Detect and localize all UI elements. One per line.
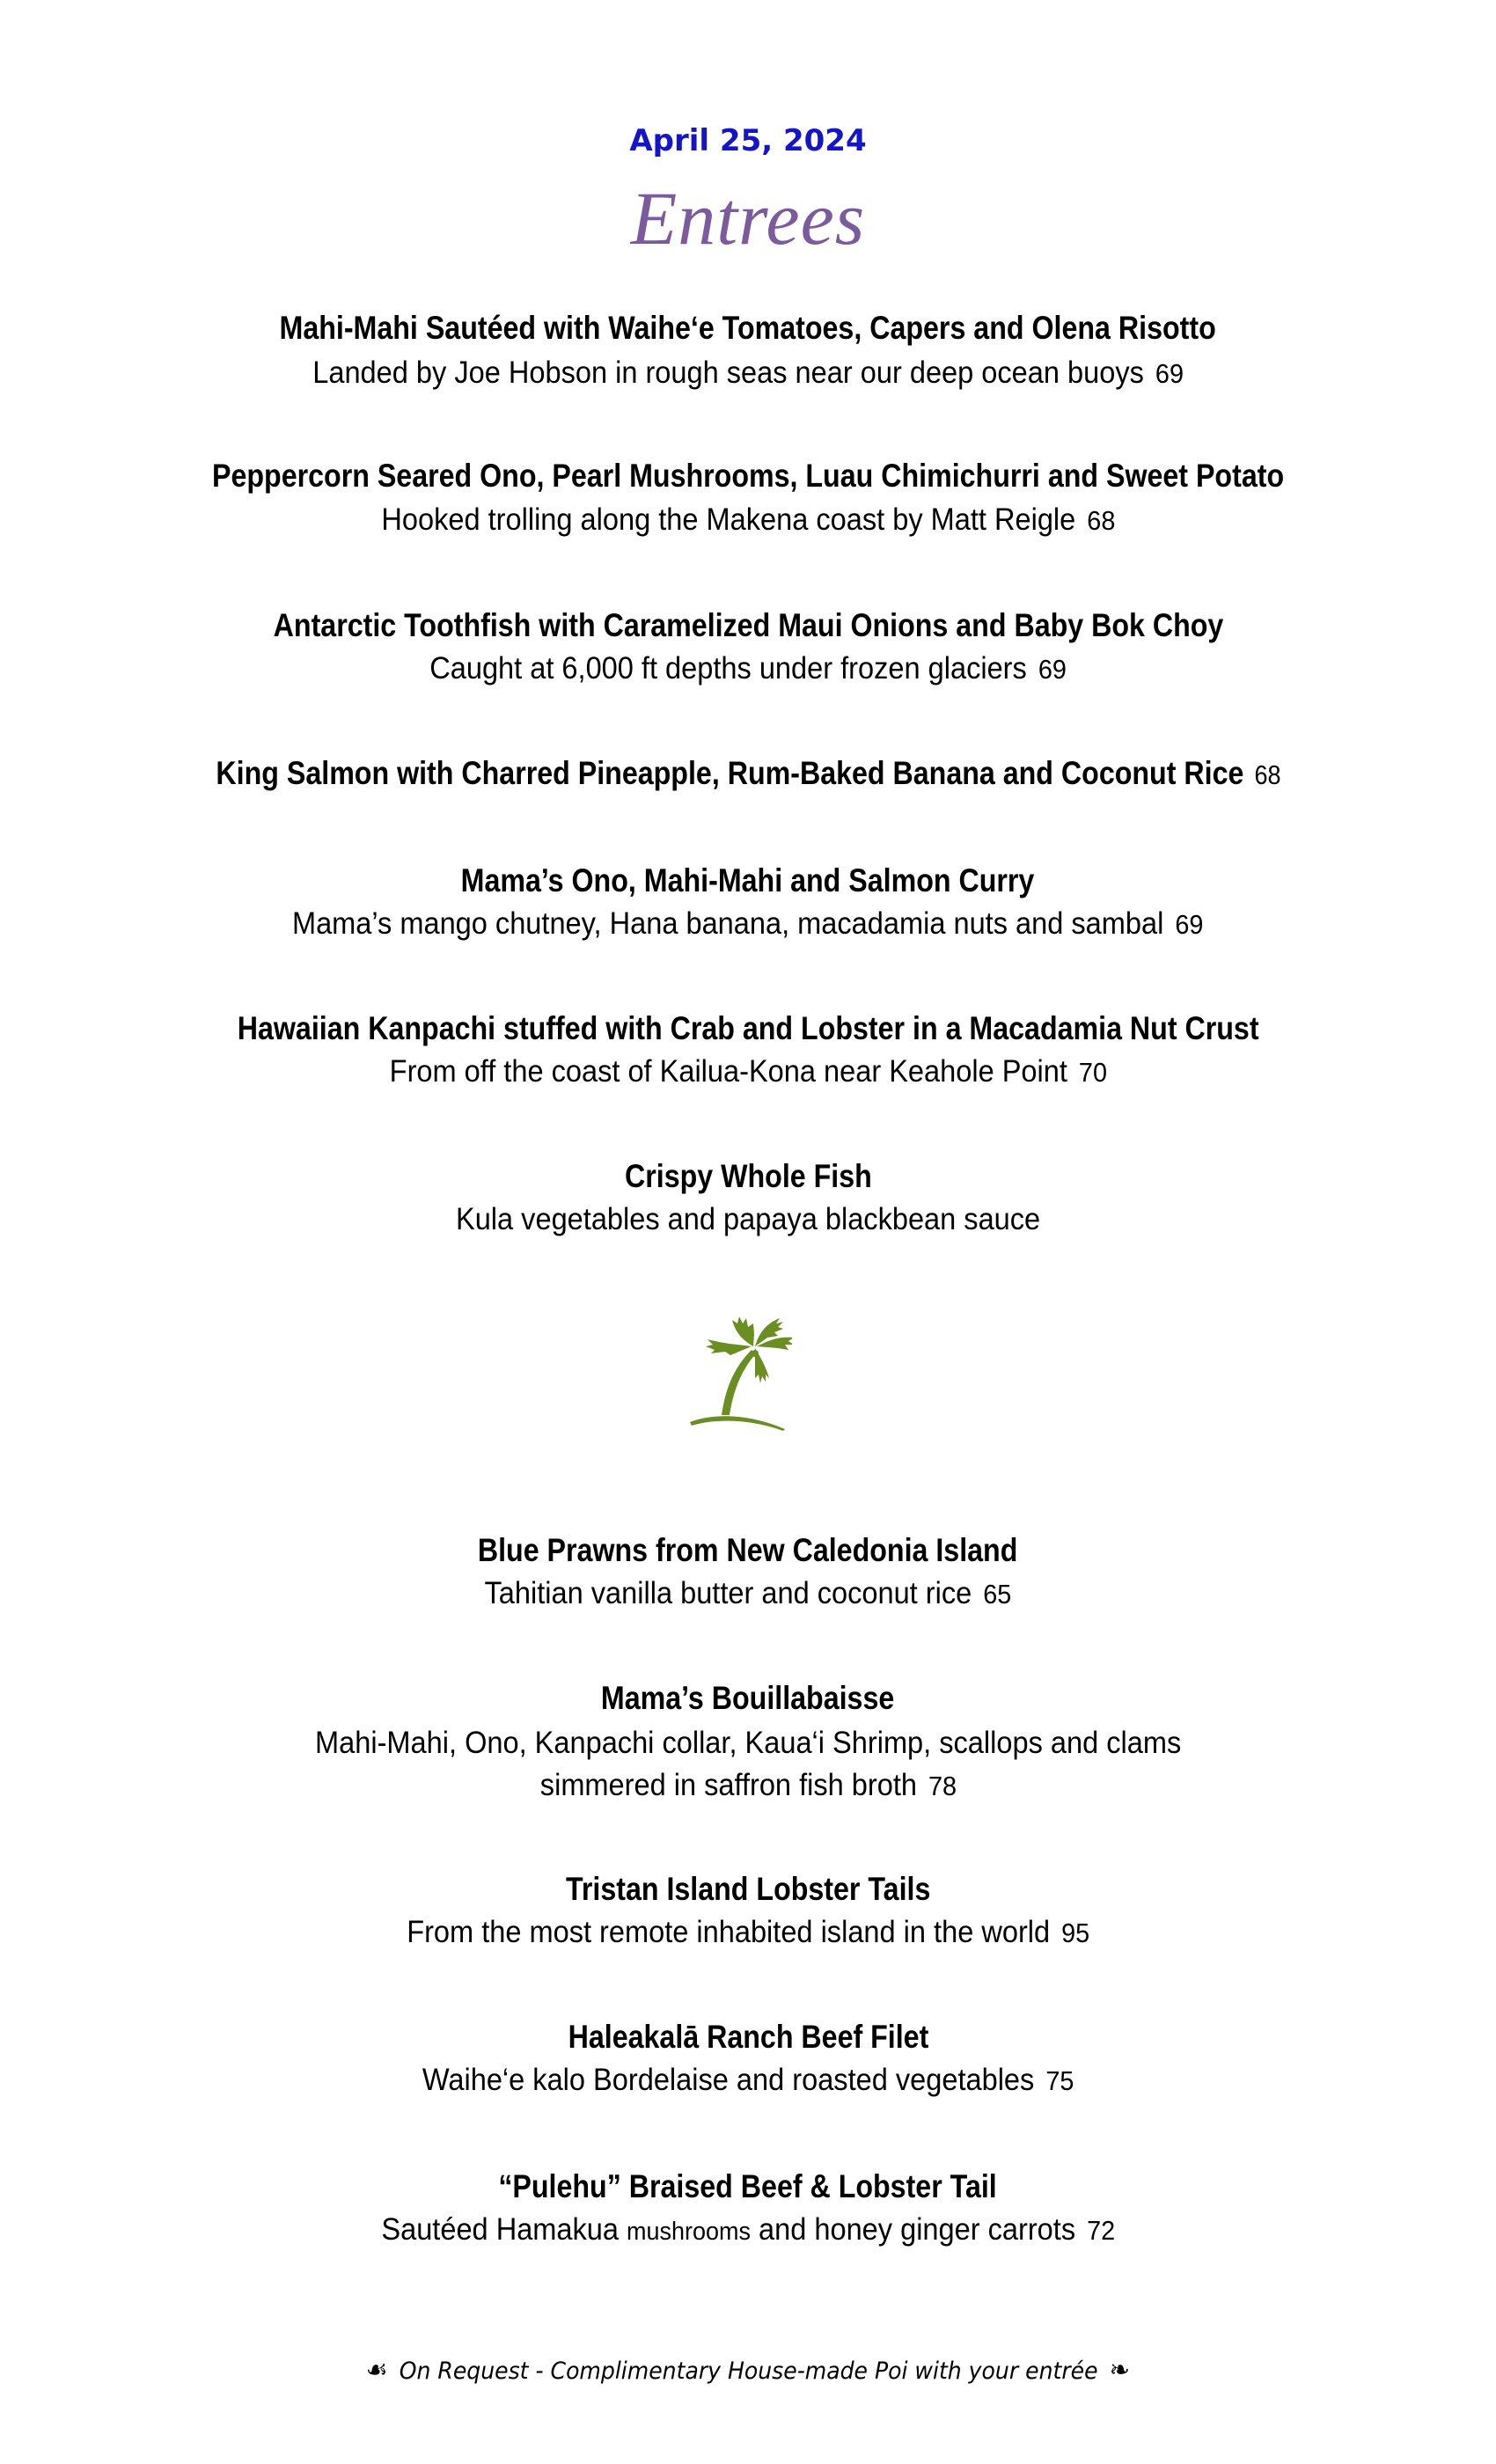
page-title: Entrees (630, 176, 866, 260)
menu-item-price: 68 (1254, 759, 1281, 790)
right-flourish-icon: ❧ (1109, 2355, 1131, 2386)
menu-item-title: Peppercorn Seared Ono, Pearl Mushrooms, Luau Chimichurri and Sweet Potato (211, 458, 1285, 494)
menu-date: April 25, 2024 (629, 123, 867, 158)
menu-item-title: Antarctic Toothfish with Caramelized Maui Onions and Baby Bok Choy (273, 607, 1223, 643)
menu-item-price: 70 (1078, 1057, 1107, 1088)
menu-item-desc: From off the coast of Kailua-Kona near Keahole Point 70 (389, 1054, 1107, 1089)
menu-item-desc: Mama’s mango chutney, Hana banana, macadamia nuts and sambal 69 (292, 906, 1204, 941)
menu-item-title: Tristan Island Lobster Tails (565, 1871, 931, 1907)
menu-item-title: Mama’s Bouillabaisse (601, 1680, 895, 1716)
menu-item-desc: From the most remote inhabited island in the world 95 (406, 1915, 1089, 1949)
menu-item-desc: Caught at 6,000 ft depths under frozen glaciers 69 (429, 651, 1067, 686)
menu-item-desc: Tahitian vanilla butter and coconut rice 65 (484, 1576, 1012, 1610)
menu-item-price: 75 (1045, 2065, 1074, 2096)
menu-item-price: 69 (1175, 909, 1204, 940)
menu-item-title: Haleakalā Ranch Beef Filet (568, 2019, 928, 2055)
menu-item-desc: Landed by Joe Hobson in rough seas near our deep ocean buoys 69 (312, 356, 1184, 390)
menu-item-desc: simmered in saffron fish broth 78 (539, 1768, 957, 1802)
menu-item-desc: Hooked trolling along the Makena coast by Matt Reigle 68 (381, 502, 1115, 537)
menu-item-price: 65 (983, 1579, 1012, 1610)
menu-item-desc: Kula vegetables and papaya blackbean sauce (455, 1202, 1041, 1236)
left-flourish-icon: ☙ (365, 2355, 388, 2386)
menu-item-price: 72 (1086, 2215, 1115, 2246)
menu-item-price: 68 (1086, 505, 1115, 536)
menu-item-title: Mahi-Mahi Sautéed with Waihe‘e Tomatoes, Capers and Olena Risotto (279, 310, 1217, 346)
menu-item-desc: Mahi-Mahi, Ono, Kanpachi collar, Kaua‘i Shrimp, scallops and clams (314, 1726, 1182, 1760)
menu-item-price: 69 (1155, 358, 1184, 389)
footer-text: On Request - Complimentary House-made Poi with your entrée (399, 2358, 1098, 2385)
menu-item-title: “Pulehu” Braised Beef & Lobster Tail (498, 2168, 998, 2204)
menu-item-title: King Salmon with Charred Pineapple, Rum-Baked Banana and Coconut Rice 68 (215, 755, 1281, 791)
menu-item-price: 95 (1060, 1918, 1089, 1948)
menu-item-title: Hawaiian Kanpachi stuffed with Crab and Lobster in a Macadamia Nut Crust (237, 1010, 1259, 1046)
menu-item-desc: Waihe‘e kalo Bordelaise and roasted vegetables 75 (422, 2063, 1074, 2097)
footer-note (0, 2355, 1496, 2386)
menu-item-title: Blue Prawns from New Caledonia Island (478, 1532, 1018, 1568)
palm-tree-icon (686, 1308, 792, 1435)
menu-item-price: 69 (1038, 654, 1067, 685)
menu-item-desc: Sautéed Hamakua mushrooms and honey ginger carrots 72 (381, 2212, 1115, 2247)
menu-item-title: Mama’s Ono, Mahi-Mahi and Salmon Curry (461, 862, 1035, 898)
menu-item-price: 78 (928, 1771, 957, 1801)
menu-item-title: Crispy Whole Fish (624, 1158, 872, 1194)
